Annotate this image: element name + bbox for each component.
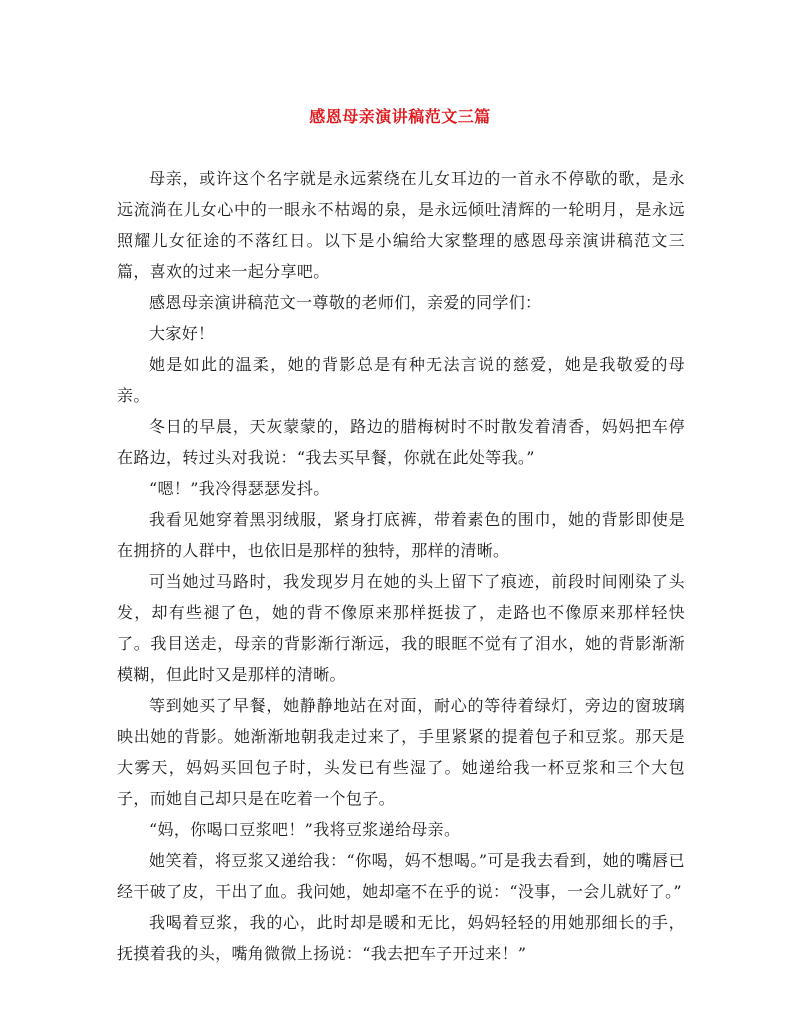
paragraph: 我看见她穿着黑羽绒服，紧身打底裤，带着素色的围巾，她的背影即使是在拥挤的人群中，也依旧是那样的独特，那样的清晰。 [117,510,685,560]
paragraph: “妈，你喝口豆浆吧！”我将豆浆递给母亲。 [149,820,461,839]
paragraph-salutation: 感恩母亲演讲稿范文一尊敬的老师们，亲爱的同学们： [149,293,542,312]
paragraph: 可当她过马路时，我发现岁月在她的头上留下了痕迹，前段时间刚染了头发，却有些褪了色，她的背不像原来那样挺拔了，走路也不像原来那样轻快了。我目送走，母亲的背影渐行渐远，我的眼眶不觉有了泪水，她的背影渐渐模糊，但此时又是那样的清晰。 [117,572,685,684]
paragraph-intro: 母亲，或许这个名字就是永远萦绕在儿女耳边的一首永不停歇的歌，是永远流淌在儿女心中的一眼永不枯竭的泉，是永远倾吐清辉的一轮明月，是永远照耀儿女征途的不落红日。以下是小编给大家整理的感恩母亲演讲稿范文三篇，喜欢的过来一起分享吧。 [117,169,685,281]
paragraph: 冬日的早晨，天灰蒙蒙的，路边的腊梅树时不时散发着清香，妈妈把车停在路边，转过头对我说：“我去买早餐，你就在此处等我。” [117,417,685,467]
document-body [117,163,685,969]
paragraph: 等到她买了早餐，她静静地站在对面，耐心的等待着绿灯，旁边的窗玻璃映出她的背影。她渐渐地朝我走过来了，手里紧紧的提着包子和豆浆。那天是大雾天，妈妈买回包子时，头发已有些湿了。她递给我一杯豆浆和三个大包子，而她自己却只是在吃着一个包子。 [117,696,685,808]
paragraph-greeting: 大家好！ [149,324,215,343]
paragraph: 她是如此的温柔，她的背影总是有种无法言说的慈爱，她是我敬爱的母亲。 [117,355,685,405]
paragraph: 她笑着，将豆浆又递给我：“你喝，妈不想喝。”可是我去看到，她的嘴唇已经干破了皮，干出了血。我问她，她却毫不在乎的说：“没事，一会儿就好了。” [117,851,685,901]
document-title: 感恩母亲演讲稿范文三篇 [309,107,491,126]
paragraph: 我喝着豆浆，我的心，此时却是暖和无比，妈妈轻轻的用她那细长的手，抚摸着我的头，嘴角微微上扬说：“我去把车子开过来！” [117,913,685,963]
paragraph: “嗯！”我冷得瑟瑟发抖。 [149,479,330,498]
